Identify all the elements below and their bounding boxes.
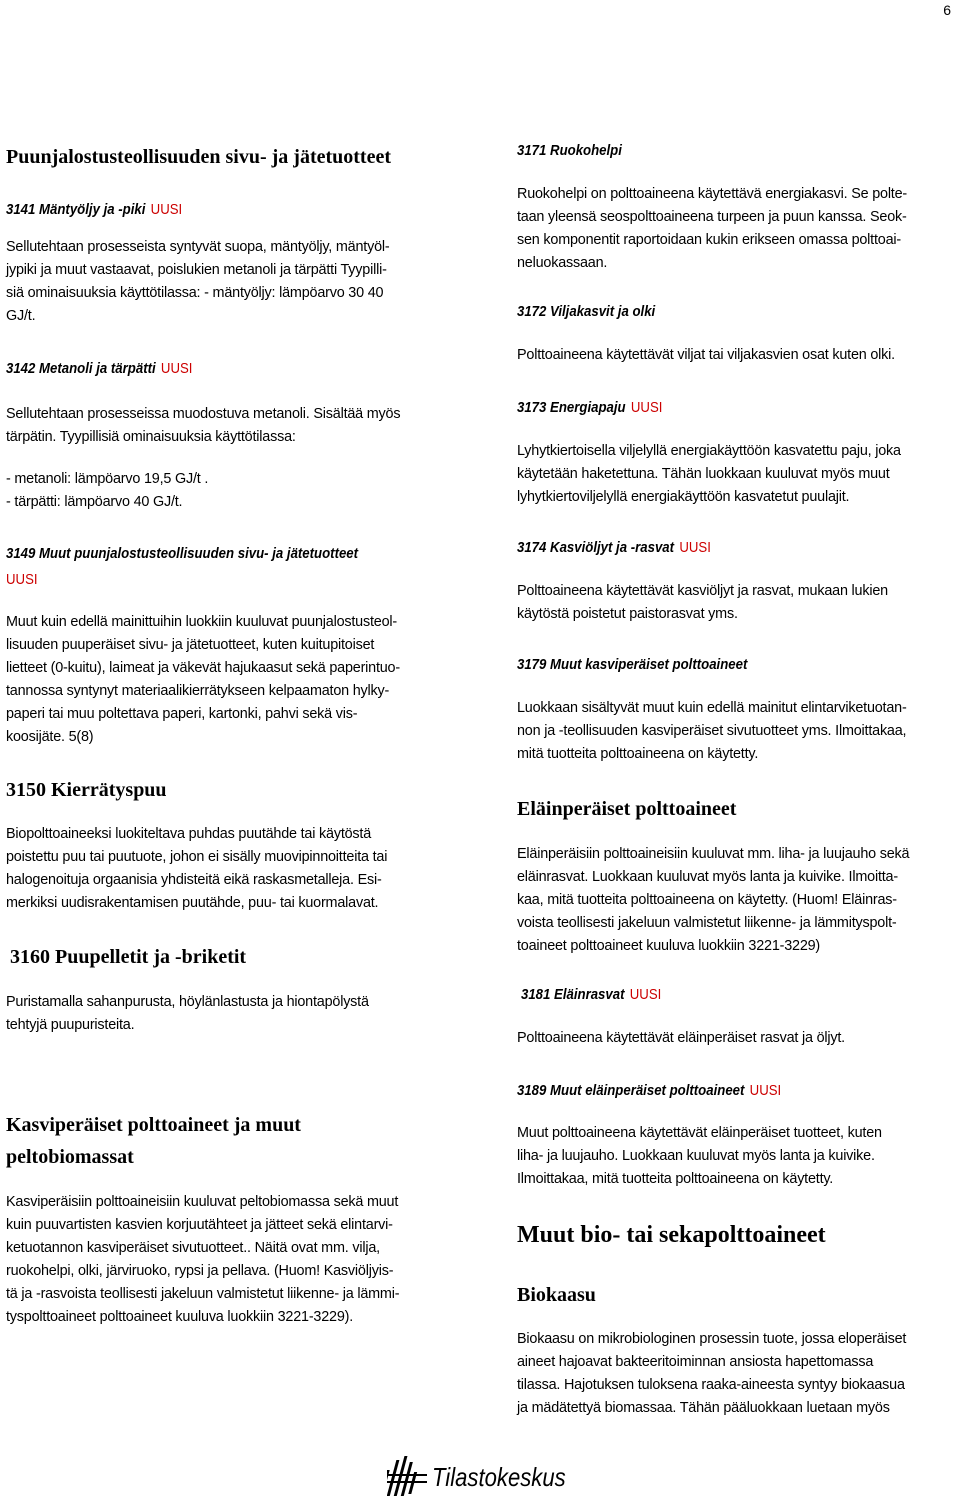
new-badge: UUSI [630,399,663,416]
new-badge: UUSI [160,360,193,377]
subheading-3173: 3173 Energiapaju UUSI [517,399,663,416]
subheading-3141: 3141 Mäntyöljy ja -piki UUSI [6,201,183,218]
paragraph-biokaasu: Biokaasu on mikrobiologinen prosessin tuote, jossa eloperäiset aineet hajoavat bakteeritoiminnan ansiosta hapettomassa tilassa. Hajotuksen tuloksena raaka-aineesta syntyy biokaasua ja mädätettyä biomassaa. Tähän pääluokkaan luetaan myös [517,1331,907,1416]
new-badge: UUSI [679,539,711,556]
paragraph-3172: Polttoaineena käytettävät viljat tai viljakasvien osat kuten olki. [517,347,895,363]
heading-kasviperaiset: Kasviperäiset polttoaineet ja muut peltobiomassat [6,1114,301,1168]
paragraph-kasviperaiset: Kasviperäisiin polttoaineisiin kuuluvat peltobiomassa sekä muut kuin puuvartisten kasvien korjuutähteet ja jätteet sekä elintarvi- ketuotannon kasviperäiset sivutuotteet.. Näitä ovat mm. vilja, ruokohelpi, olki, järviruoko, rypsi ja pellava. (Huom! Kasviöljyis- tä ja -rasvoista teollisesti jakeluun valmistetut liikenne- ja lämmi- tyspolttoaineet polttoaineet kuuluva luokkiin 3221-3229). [6,1194,400,1325]
new-badge: UUSI [629,986,662,1003]
subheading-3171: 3171 Ruokohelpi [517,142,622,159]
paragraph-elainperaiset: Eläinperäisiin polttoaineisiin kuuluvat mm. liha- ja luujauho sekä eläinrasvat. Luokkaan kuuluvat myös lanta ja kuivike. Ilmoitta- kaa, mitä tuotteita polttoaineena on käytetty. (Huom! Eläinras- voista teollisesti jakeluun valmistetut liikenne- ja lämmityspolt- toaineet polttoaineet kuuluva luokkiin 3221-3229) [517,846,910,954]
section-heading-puunjalostus: Puunjalostusteollisuuden sivu- ja jätetuotteet [6,146,392,168]
paragraph-3142: Sellutehtaan prosesseissa muodostuva metanoli. Sisältää myös tärpätin. Tyypillisiä ominaisuuksia käyttötilassa: [6,406,401,445]
subheading-3172: 3172 Viljakasvit ja olki [517,303,656,320]
tilastokeskus-logo [387,1454,587,1500]
paragraph-3189: Muut polttoaineena käytettävät eläinperäiset tuotteet, kuten liha- ja luujauho. Luokkaan kuuluvat myös lanta ja kuivike. Ilmoittakaa, mitä tuotteita polttoaineena on käytetty. [517,1125,882,1187]
heading-3160: 3160 Puupelletit ja -briketit [10,946,247,968]
paragraph-3174: Polttoaineena käytettävät kasviöljyt ja rasvat, mukaan lukien käytöstä poistetut paistorasvat yms. [517,583,888,622]
list-3142: - metanoli: lämpöarvo 19,5 GJ/t . - tärpätti: lämpöarvo 40 GJ/t. [6,471,209,510]
subheading-3174: 3174 Kasviöljyt ja -rasvat UUSI [517,539,711,556]
subheading-3142: 3142 Metanoli ja tärpätti UUSI [6,360,193,377]
heading-3150: 3150 Kierrätyspuu [6,779,167,801]
logo-mark-icon [387,1454,427,1500]
paragraph-3150: Biopolttoaineeksi luokiteltava puhdas puutähde tai käytöstä poistettu puu tai puutuote, johon ei sisälly muovipinnoitteita tai halogenoituja orgaanisia yhdisteitä eikä raskasmetalleja. Esi- merkiksi uudisrakentamisen puutähde, puu- tai kuormalavat. [6,826,388,911]
paragraph-3173: Lyhytkiertoisella viljelyllä energiakäyttöön kasvatettu paju, joka käytetään haketettuna. Tähän luokkaan kuuluvat myös muut lyhytkiertoviljelyllä energiakäyttöön kasvatetut puulajit. [517,443,901,505]
page-number: 6 [943,2,951,18]
heading-muut-bio: Muut bio- tai sekapolttoaineet [517,1222,826,1248]
subheading-3189: 3189 Muut eläinperäiset polttoaineet UUSI [517,1082,782,1099]
paragraph-3141: Sellutehtaan prosesseista syntyvät suopa, mäntyöljy, mäntyöl- jypiki ja muut vastaavat, poislukien metanoli ja tärpätti Tyypilli- siä ominaisuuksia käyttötilassa: - mäntyöljy: lämpöarvo 30 40 GJ/t. [6,239,390,324]
paragraph-3171: Ruokohelpi on polttoaineena käytettävä energiakasvi. Se polte- taan yleensä seospolttoaineena turpeen ja puun kanssa. Seok- sen komponentit raportoidaan kukin erikseen omassa polttoai- neluokassaan. [517,186,908,271]
paragraph-3179: Luokkaan sisältyvät muut kuin edellä mainitut elintarviketuotan- non ja -teollisuuden kasviperäiset sivutuotteet yms. Ilmoittakaa, mitä tuotteita polttoaineena on käytetty. [517,700,907,762]
subheading-3179: 3179 Muut kasviperäiset polttoaineet [517,656,748,673]
subheading-3149: 3149 Muut puunjalostusteollisuuden sivu- ja jätetuotteet [6,545,359,562]
paragraph-3149: Muut kuin edellä mainittuihin luokkiin kuuluvat puunjalostusteol- lisuuden puuperäiset sivu- ja jätetuotteet, kuten kuitupitoiset lietteet (0-kuitu), laimeat ja väkevät hajukaasut sekä paperintuo- tannossa syntynyt materiaalikierrätykseen kelpaamaton hylky- paperi tai muu poltettava paperi, kartonki, pahvi sekä vis- koosijäte. 5(8) [6,614,400,745]
heading-elainperaiset: Eläinperäiset polttoaineet [517,798,737,820]
new-badge: UUSI [150,201,183,218]
logo-text: Tilastokeskus [432,1462,566,1492]
subheading-3181: 3181 Eläinrasvat UUSI [521,986,662,1003]
new-badge: UUSI [749,1082,782,1099]
paragraph-3181: Polttoaineena käytettävät eläinperäiset rasvat ja öljyt. [517,1030,845,1046]
heading-biokaasu: Biokaasu [517,1284,596,1306]
paragraph-3160: Puristamalla sahanpurusta, höylänlastusta ja hiontapölystä tehtyjä puupuristeita. [6,994,369,1033]
new-badge-3149: UUSI [6,571,38,588]
